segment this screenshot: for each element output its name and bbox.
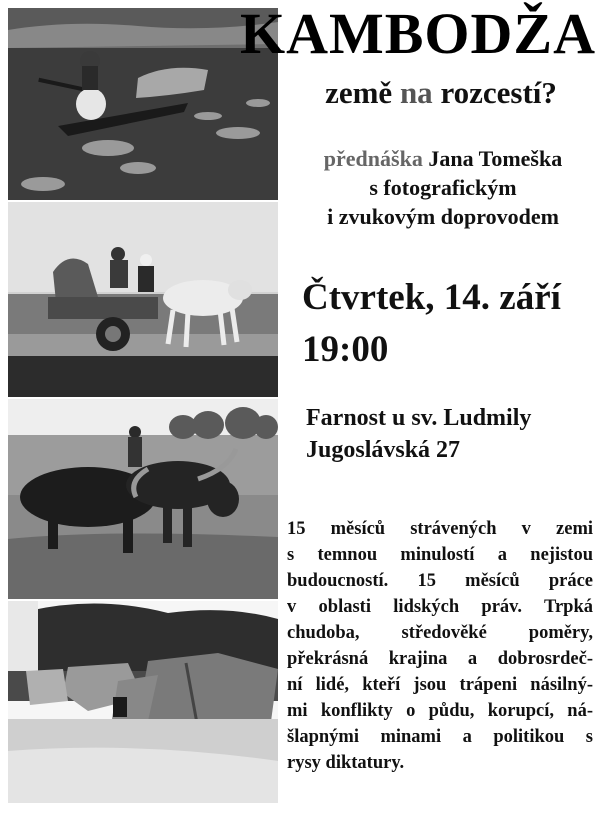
description-line: 15 měsíců strávených v zemi <box>287 519 593 539</box>
water-buffalo-photo <box>8 399 278 599</box>
subtitle-word-zeme: země <box>325 75 393 110</box>
lecture-line-3: i zvukovým doprovodem <box>327 204 559 229</box>
poster-title: KAMBODŽA <box>240 1 596 66</box>
event-datetime <box>302 272 561 376</box>
description-line: šlapnými minami a politikou s <box>287 727 593 747</box>
description-line: mi konflikty o půdu, korupcí, ná- <box>287 701 593 721</box>
description-paragraph <box>287 516 593 776</box>
ox-cart-photo <box>8 202 278 397</box>
venue-name: Farnost u sv. Ludmily <box>306 405 532 431</box>
lecture-info <box>290 144 596 231</box>
description-line: rysy diktatury. <box>287 753 405 773</box>
event-time: 19:00 <box>302 329 389 370</box>
lecturer-name: Jana Tomeška <box>428 146 563 171</box>
description-line: s temnou minulostí a nejistou <box>287 545 593 565</box>
lecture-prefix: přednáška <box>323 146 423 171</box>
description-line: ní lidé, kteří jsou trápeni násilný- <box>287 675 593 695</box>
tent-camp-photo <box>8 601 278 803</box>
subtitle-word-na: na <box>399 75 433 110</box>
lecture-line-1 <box>290 144 596 173</box>
description-line: chudoba, středověké poměry, <box>287 623 593 643</box>
event-venue <box>306 402 531 466</box>
event-date: Čtvrtek, 14. září <box>302 277 561 318</box>
venue-address: Jugoslávská 27 <box>306 437 461 463</box>
description-line: překrásná krajina a dobrosrdeč- <box>287 649 593 669</box>
subtitle-word-rozcesti: rozcestí? <box>440 75 557 110</box>
description-line: v oblasti lidských práv. Trpká <box>287 597 593 617</box>
lecture-line-2: s fotografickým <box>369 175 517 200</box>
description-line: budoucností. 15 měsíců práce <box>287 571 593 591</box>
poster-subtitle <box>286 74 596 112</box>
girl-in-boat-photo <box>8 8 278 200</box>
